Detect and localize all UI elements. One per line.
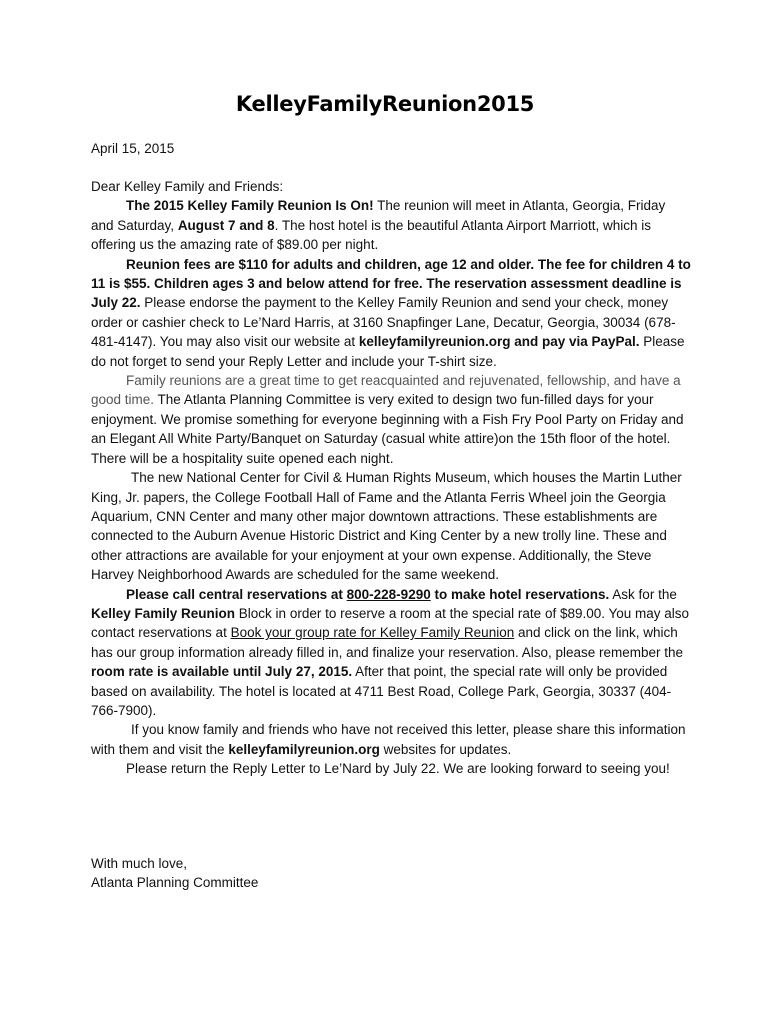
events-text: The Atlanta Planning Committee is very exited to design two fun-filled days for your enjoyment. We promise something for everyone beginning with a Fish Fry Pool Party on Friday and an Elegant All White Party/Banquet on Saturday (casual white attire)on the 15th floor of the hotel. There will be a hospitality suite opened each night.	[91, 392, 684, 466]
reservations-heading	[126, 587, 609, 602]
website-paypal: kelleyfamilyreunion.org and pay via PayPal.	[358, 334, 640, 350]
finalize-text: and click on the link, which has our group information already filled in, and finalize your reservation. Also, please remember the	[91, 625, 684, 660]
reply-letter-text: Please do not forget to send your Reply Letter and include your T-shirt size.	[91, 334, 685, 369]
letter-date: April 15, 2015	[91, 141, 175, 156]
return-text: Please return the Reply Letter to Le’Nard by July 22. We are looking forward to seeing you!	[126, 761, 670, 777]
announcement-text: The reunion will meet in Atlanta, Georgia, Friday and Saturday,	[91, 198, 666, 233]
hotel-address-text: After that point, the special rate will only be provided based on availability. The hotel is located at 4711 Best Road, College Park, Georgia, 30337 (404-766-7900).	[91, 664, 672, 718]
signature-line: Atlanta Planning Committee	[91, 875, 259, 891]
block-name: Kelley Family Reunion	[91, 605, 236, 621]
paragraph-events	[91, 371, 691, 468]
rate-deadline: room rate is available until July 27, 2015.	[91, 664, 353, 680]
paragraph-reservations	[91, 585, 691, 721]
group-rate-link[interactable]: Book your group rate for Kelley Family Reunion	[230, 625, 515, 641]
salutation: Dear Kelley Family and Friends:	[91, 179, 284, 194]
block-text: Block in order to reserve a room at the special rate of $89.00. You may also contact reservations at	[91, 605, 690, 641]
closing	[91, 854, 258, 893]
paragraph-attractions	[91, 468, 691, 584]
ask-text: Ask for the	[609, 586, 677, 602]
letter-title: KelleyFamilyReunion2015	[235, 92, 535, 116]
phone-link[interactable]: 800-228-9290	[346, 586, 431, 602]
share-text: If you know family and friends who have not received this letter, please share this information with them and visit the	[91, 722, 686, 757]
updates-text: websites for updates.	[379, 741, 512, 757]
announcement-heading: The 2015 Kelley Family Reunion Is On!	[126, 198, 374, 214]
letter-body	[91, 177, 691, 779]
paragraph-fees	[91, 255, 691, 371]
closing-line: With much love,	[91, 856, 188, 871]
website-name: kelleyfamilyreunion.org	[228, 741, 380, 757]
paragraph-announcement	[91, 196, 691, 254]
fees-text: Reunion fees are $110 for adults and children, age 12 and older. The fee for children 4 to 11 is $55. Children ages 3 and below attend for free. The reservation assessment deadline is July 22.	[91, 256, 691, 311]
reunion-dates: August 7 and 8	[177, 217, 275, 233]
reunion-intro-text: Family reunions are a great time to get reacquainted and rejuvenated, fellowship, and have a good time.	[91, 373, 681, 408]
paragraph-share	[91, 720, 691, 759]
attractions-text: The new National Center for Civil & Human Rights Museum, which houses the Martin Luther King, Jr. papers, the College Football Hall of Fame and the Atlanta Ferris Wheel join the Georgia Aquarium, CNN Center and many other major downtown attractions. These establishments are connected to the Auburn Avenue Historic District and King Center by a new trolly line. These and other attractions are available for your enjoyment at your own expense. Additionally, the Steve Harvey Neighborhood Awards are scheduled for the same weekend.	[91, 470, 682, 583]
reservations-call-text: Please call central reservations at	[126, 586, 347, 602]
hotel-text: . The host hotel is the beautiful Atlanta Airport Marriott, which is offering us the amazing rate of $89.00 per night.	[91, 217, 652, 253]
paragraph-return	[91, 759, 691, 778]
reservations-suffix: to make hotel reservations.	[430, 586, 610, 602]
payment-text: Please endorse the payment to the Kelley Family Reunion and send your check, money order or cashier check to Le’Nard Harris, at 3160 Snapfinger Lane, Decatur, Georgia, 30034 (678-481-4147). You may also visit our website at	[91, 295, 676, 350]
